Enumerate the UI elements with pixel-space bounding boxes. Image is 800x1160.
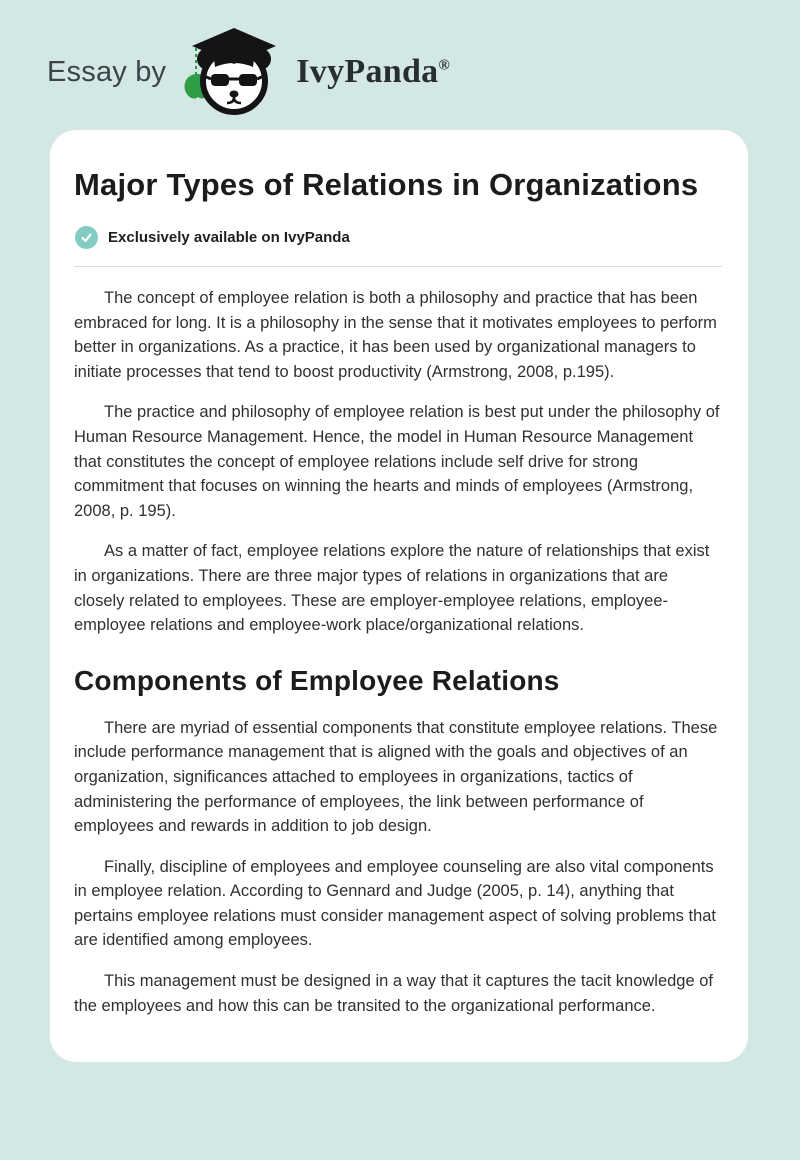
essay-by-label: Essay by xyxy=(47,55,167,88)
section-heading: Components of Employee Relations xyxy=(74,664,560,696)
exclusive-badge xyxy=(75,226,722,249)
paragraph: There are myriad of essential components that constitute employee relations. These include performance management that is aligned with the goals and objectives of an organization, significances attached to employees in organizations, tactics of administering the performance of employees, the link between performance of employees and rewards in addition to job design. xyxy=(74,718,718,836)
exclusive-badge-label: Exclusively available on IvyPanda xyxy=(108,229,350,246)
site-header xyxy=(0,0,800,130)
panda-icon xyxy=(182,24,286,120)
paragraph: This management must be designed in a way that it captures the tacit knowledge of the employees and how this can be transited to the organizational performance. xyxy=(74,972,714,1015)
brand-text: IvyPanda xyxy=(296,53,439,90)
check-icon xyxy=(75,226,98,249)
divider xyxy=(74,266,722,267)
registered-mark: ® xyxy=(438,57,450,74)
paragraph: The practice and philosophy of employee relation is best put under the philosophy of Human Resource Management. Hence, the model in Human Resource Management that constitutes the concept of employee relations include self drive for strong commitment that focuses on winning the hearts and minds of employees (Armstrong, 2008, p. 195). xyxy=(74,403,720,520)
paragraph: As a matter of fact, employee relations explore the nature of relationships that exist in organizations. There are three major types of relations in organizations that are closely related to employees. These are employer-employee relations, employee-employee relations and employee-work place/organizational relations. xyxy=(74,542,710,635)
sunglasses-icon xyxy=(211,74,229,86)
ivypanda-logo xyxy=(182,24,286,120)
paragraph: Finally, discipline of employees and employee counseling are also vital components in employee relation. According to Gennard and Judge (2005, p. 14), anything that pertains employee relations must consider management aspect of solving problems that are identified among employees. xyxy=(74,857,717,950)
essay-card xyxy=(50,130,748,1062)
paragraph: The concept of employee relation is both a philosophy and practice that has been embraced for long. It is a philosophy in the sense that it motivates employees to perform better in organizations. As a practice, it has been used by organizational managers to initiate processes that tend to boost productivity (Armstrong, 2008, p.195). xyxy=(74,289,717,381)
essay-title: Major Types of Relations in Organizations xyxy=(74,167,699,202)
brand-name xyxy=(296,53,450,91)
